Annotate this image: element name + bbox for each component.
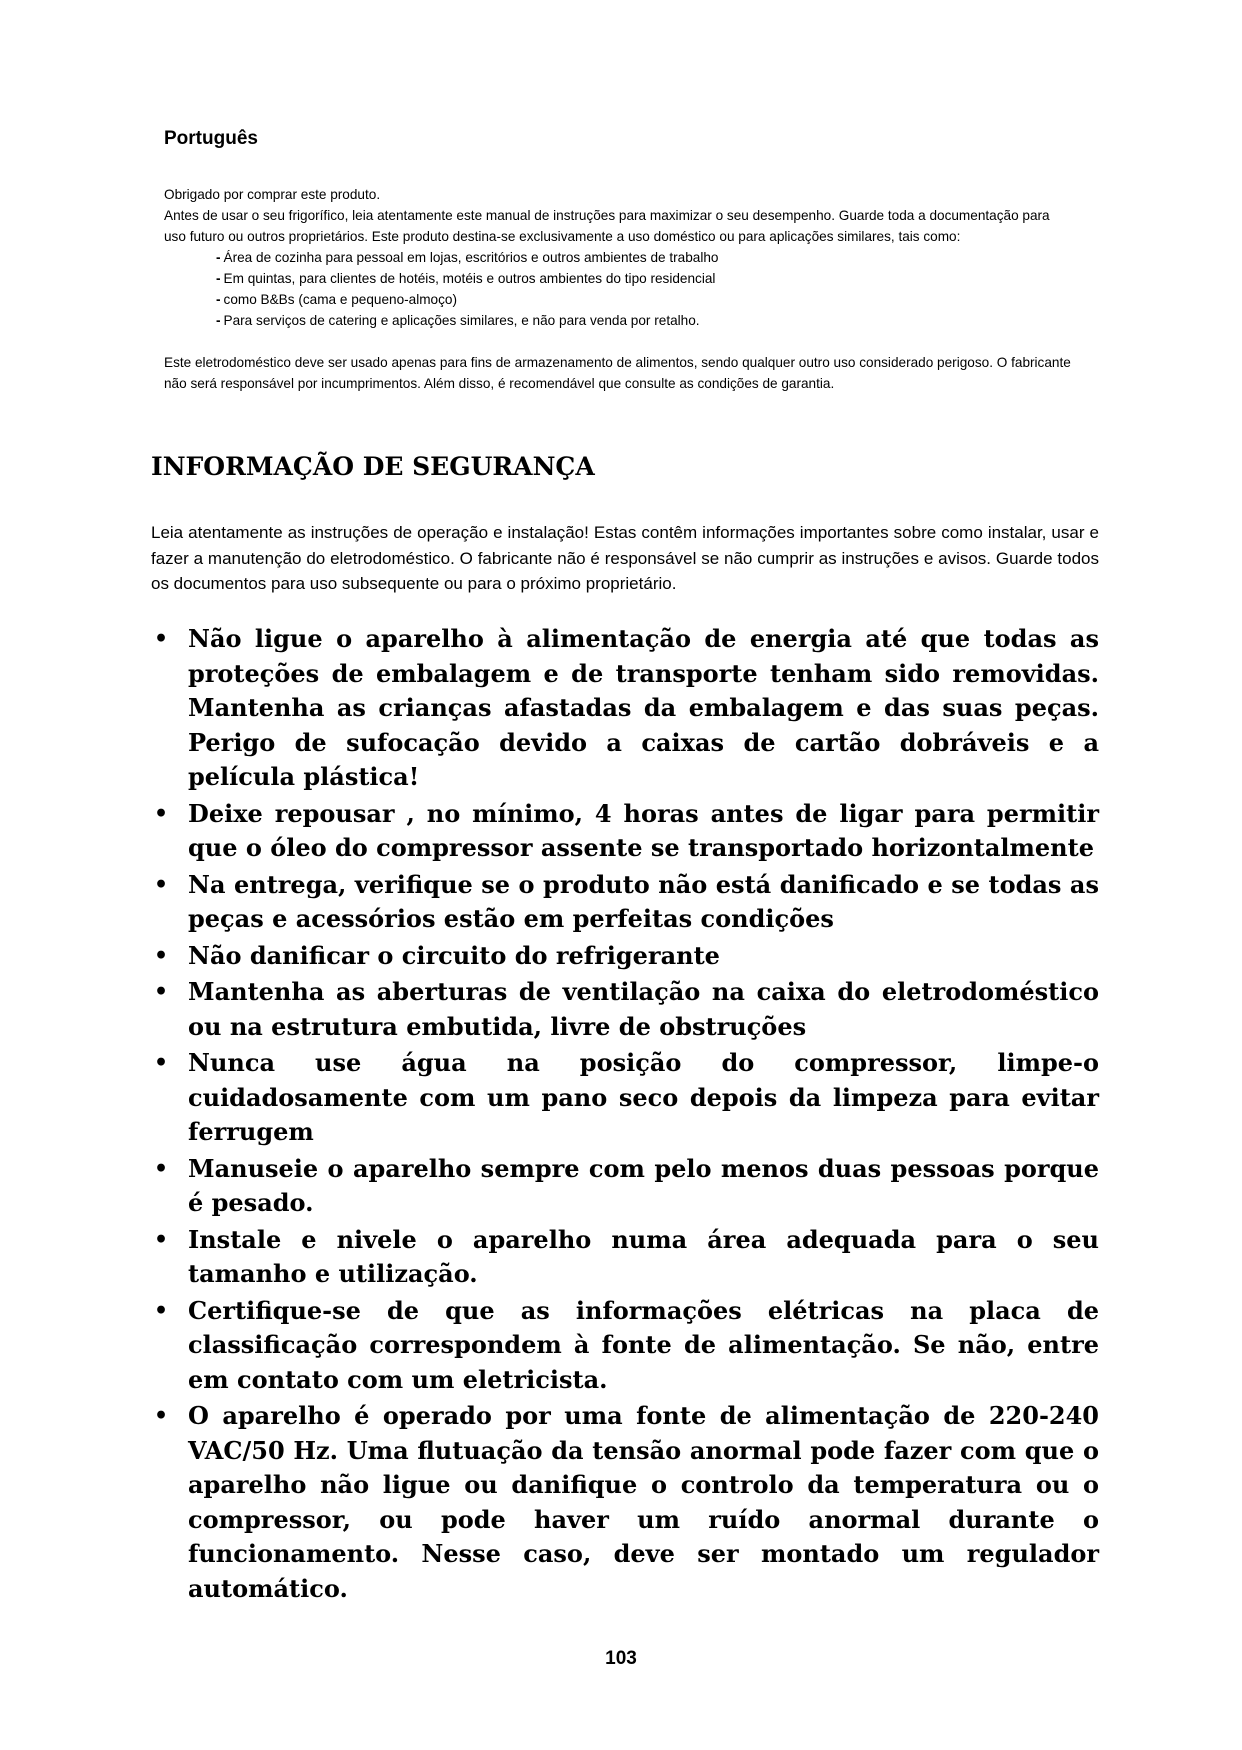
dash-bullet: - [216, 271, 221, 286]
intro-thanks: Obrigado por comprar este produto. [164, 187, 381, 202]
safety-rule: • Certifique-se de que as informações elétricas na placa de classificação correspondem à fonte de alimentação. Se não, entre em contato com um eletricista. [151, 1294, 1099, 1398]
bullet-icon: • [153, 979, 169, 1005]
language-heading: Português [164, 128, 258, 149]
safety-rule: • Na entrega, verifique se o produto não está danificado e se todas as peças e acessórios estão em perfeitas condições [151, 868, 1099, 937]
safety-rule: • Instale e nivele o aparelho numa área adequada para o seu tamanho e utilização. [151, 1223, 1099, 1292]
bullet-icon: • [153, 1403, 169, 1429]
bullet-icon: • [153, 1226, 169, 1253]
usage-note: Este eletrodoméstico deve ser usado apenas para fins de armazenamento de alimentos, sendo qualquer outro uso considerado perigoso. O fabricante não será responsável por incumprimentos. Além disso, é recomendável que consulte as condições de garantia. [164, 355, 1071, 391]
dash-bullet: - [216, 292, 221, 307]
safety-rule: • Não danificar o circuito do refrigerante [151, 939, 1099, 974]
dash-bullet: - [216, 250, 221, 265]
list-item: - Para serviços de catering e aplicações similares, e não para venda por retalho. [216, 313, 700, 328]
safety-title: INFORMAÇÃO DE SEGURANÇA [151, 452, 595, 481]
safety-rules-list [151, 622, 1099, 1608]
bullet-icon: • [153, 1155, 169, 1182]
safety-intro: Leia atentamente as instruções de operação e instalação! Estas contêm informações importantes sobre como instalar, usar e fazer a manutenção do eletrodoméstico. O fabricante não é responsável se não cumprir as instruções e avisos. Guarde todos os documentos para uso subsequente ou para o próximo proprietário. [151, 523, 1099, 593]
safety-rule: • Manuseie o aparelho sempre com pelo menos duas pessoas porque é pesado. [151, 1152, 1099, 1221]
intro-section [164, 184, 1074, 394]
bullet-icon: • [153, 800, 169, 827]
bullet-icon: • [153, 1050, 169, 1076]
safety-rule: • Deixe repousar , no mínimo, 4 horas antes de ligar para permitir que o óleo do compressor assente se transportado horizontalmente [151, 797, 1099, 866]
safety-rule: • O aparelho é operado por uma fonte de alimentação de 220-240 VAC/50 Hz. Uma flutuação da tensão anormal pode fazer com que o aparelho não ligue ou danifique o controlo da temperatura ou o compressor, ou pode haver um ruído anormal durante o funcionamento. Nesse caso, deve ser montado um regulador automático. [151, 1399, 1099, 1606]
safety-rule: • Nunca use água na posição do compressor, limpe-o cuidadosamente com um pano seco depois da limpeza para evitar ferrugem [151, 1046, 1099, 1150]
dash-bullet: - [216, 313, 221, 328]
bullet-icon: • [153, 1297, 169, 1324]
intended-use-list [164, 247, 1074, 331]
bullet-icon: • [153, 871, 169, 898]
bullet-icon: • [153, 942, 169, 969]
list-item: - como B&Bs (cama e pequeno-almoço) [216, 292, 458, 307]
list-item: - Área de cozinha para pessoal em lojas, escritórios e outros ambientes de trabalho [216, 250, 719, 265]
list-item: - Em quintas, para clientes de hotéis, motéis e outros ambientes do tipo residencial [216, 271, 716, 286]
safety-rule: • Não ligue o aparelho à alimentação de energia até que todas as proteções de embalagem e de transporte tenham sido removidas. Mantenha as crianças afastadas da embalagem e das suas peças. Perigo de sufocação devido a caixas de cartão dobráveis e a película plástica! [151, 622, 1099, 795]
safety-rule: • Mantenha as aberturas de ventilação na caixa do eletrodoméstico ou na estrutura embutida, livre de obstruções [151, 975, 1099, 1044]
page-number: 103 [605, 1648, 637, 1669]
intro-paragraph: Antes de usar o seu frigorífico, leia atentamente este manual de instruções para maximizar o seu desempenho. Guarde toda a documentação para uso futuro ou outros proprietários. Este produto destina-se exclusivamente a uso doméstico ou para aplicações similares, tais como: [164, 208, 1050, 244]
bullet-icon: • [153, 626, 169, 652]
